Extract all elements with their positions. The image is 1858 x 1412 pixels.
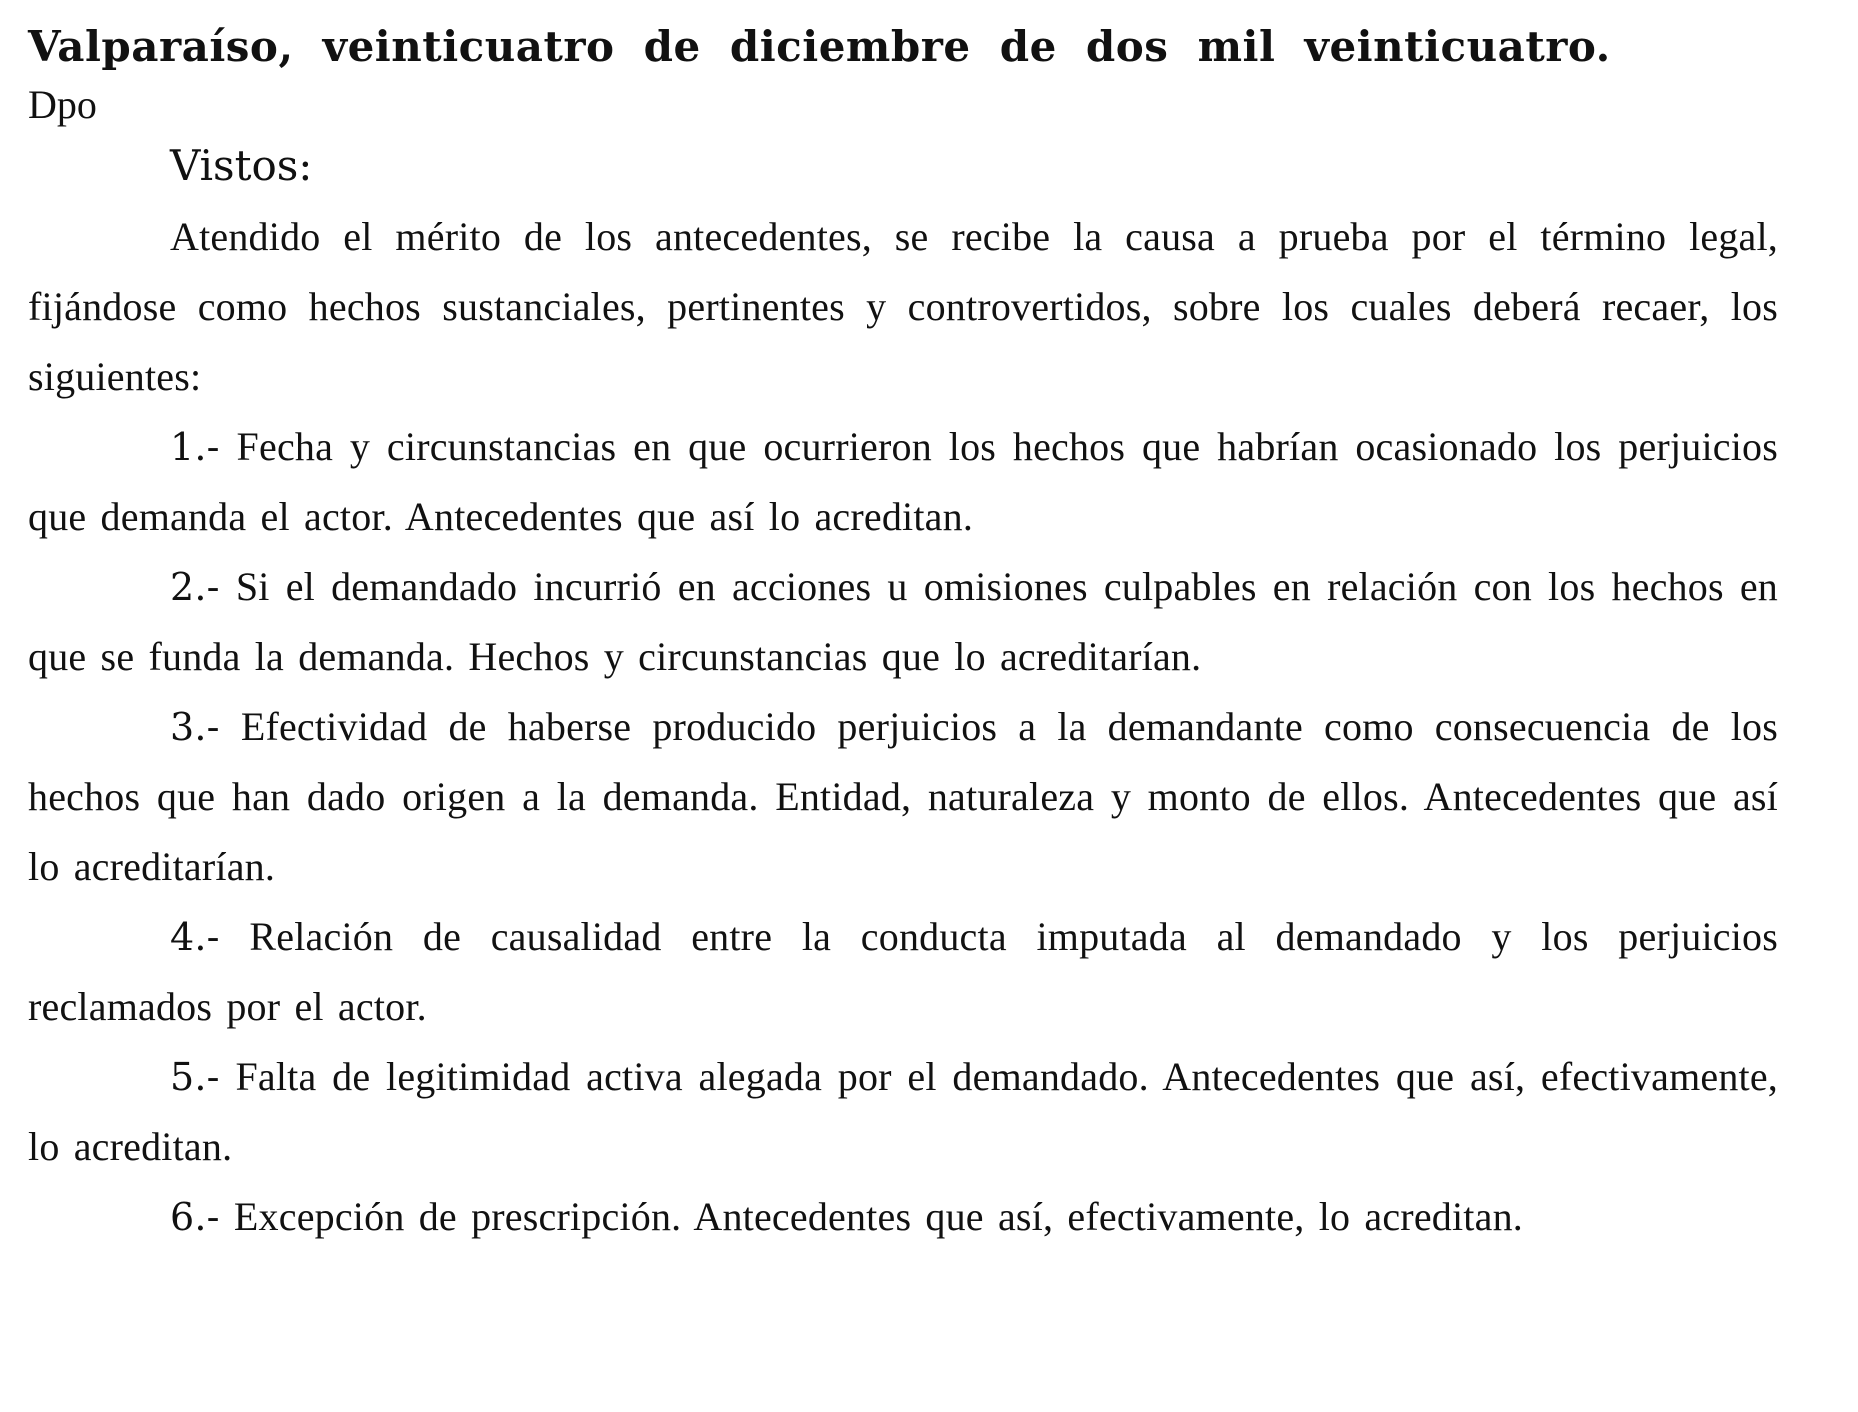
item-number: 4.- [170, 915, 220, 959]
item-text: Falta de legitimidad activa alegada por el demandado. Antecedentes que así, efectivamente, lo acreditan. [28, 1054, 1779, 1169]
list-item [28, 412, 1778, 552]
list-item [28, 1042, 1778, 1182]
item-number: 1.- [170, 425, 220, 469]
vistos-heading: Vistos: [170, 141, 313, 190]
item-number: 3.- [170, 705, 220, 749]
item-number: 6.- [170, 1195, 220, 1239]
date-line: Valparaíso, veinticuatro de diciembre de dos mil veinticuatro. [28, 22, 1611, 71]
intro-paragraph: Atendido el mérito de los antecedentes, se recibe la causa a prueba por el término legal, fijándose como hechos sustanciales, pertinentes y controvertidos, sobre los cuales deberá recaer, los siguientes: [28, 214, 1778, 399]
item-number: 2.- [170, 565, 220, 609]
item-text: Efectividad de haberse producido perjuicios a la demandante como consecuencia de los hechos que han dado origen a la demanda. Entidad, naturaleza y monto de ellos. Antecedentes que así lo acreditarían. [28, 704, 1778, 889]
list-item [28, 552, 1778, 692]
item-text: Si el demandado incurrió en acciones u omisiones culpables en relación con los hechos en que se funda la demanda. Hechos y circunstancias que lo acreditarían. [28, 564, 1778, 679]
item-number: 5.- [170, 1055, 220, 1099]
list-item [28, 1182, 1778, 1252]
reference-initials: Dpo [28, 82, 97, 127]
list-item [28, 692, 1778, 902]
item-text: Relación de causalidad entre la conducta imputada al demandado y los perjuicios reclamados por el actor. [28, 914, 1779, 1029]
list-item [28, 902, 1778, 1042]
document-page [28, 18, 1778, 1252]
item-text: Fecha y circunstancias en que ocurrieron los hechos que habrían ocasionado los perjuicios que demanda el actor. Antecedentes que así lo acreditan. [28, 424, 1778, 539]
item-text: Excepción de prescripción. Antecedentes que así, efectivamente, lo acreditan. [233, 1194, 1523, 1239]
